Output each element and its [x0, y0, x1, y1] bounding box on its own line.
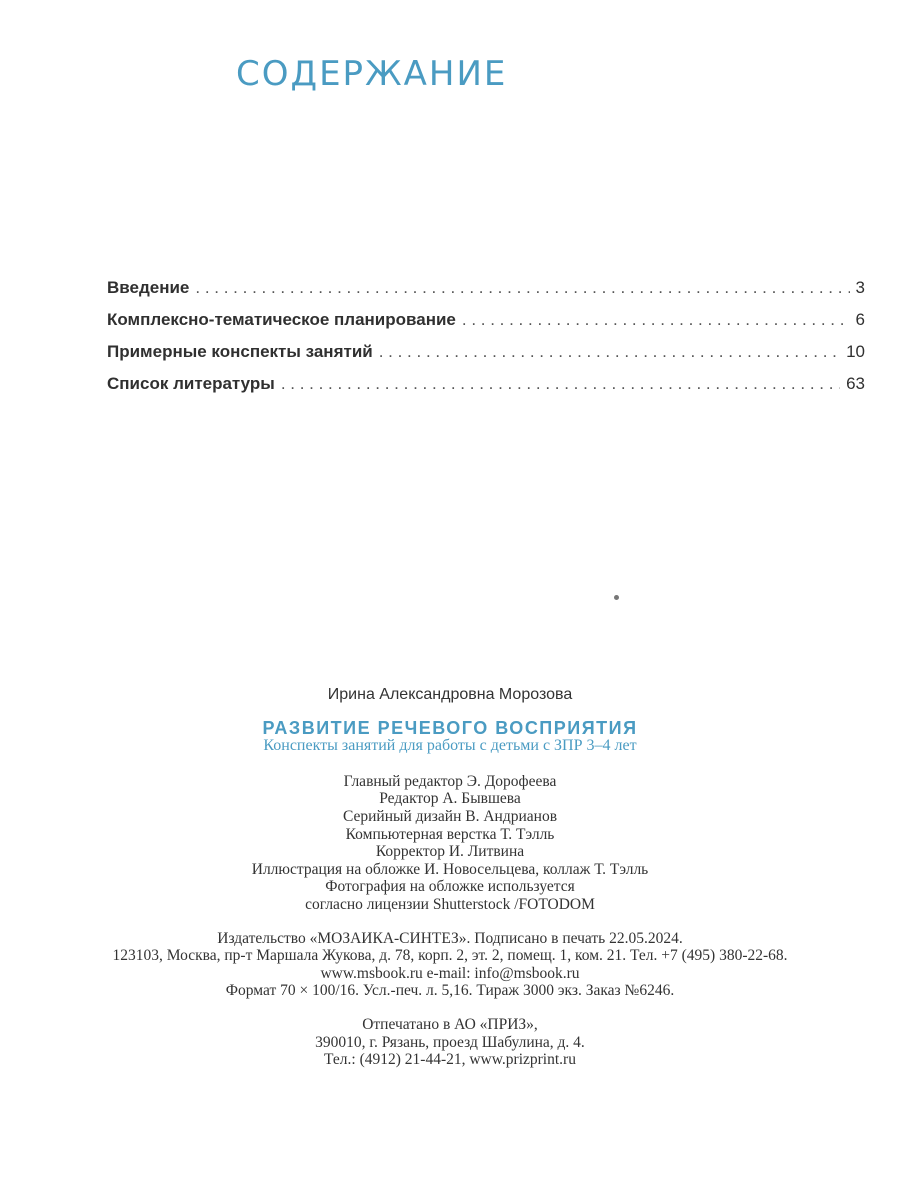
- toc-entry-introduction[interactable]: [107, 278, 865, 310]
- toc-entry-page: 6: [855, 310, 865, 329]
- toc-entry-bibliography[interactable]: [107, 374, 865, 406]
- publisher-line: www.msbook.ru e-mail: info@msbook.ru: [320, 964, 580, 982]
- toc-leader-dots: [462, 310, 850, 330]
- printer-block: [100, 1016, 800, 1069]
- printer-line: Тел.: (4912) 21-44-21, www.prizprint.ru: [324, 1051, 576, 1069]
- toc-entry-lesson-notes[interactable]: [107, 342, 865, 374]
- toc-entry-planning[interactable]: [107, 310, 865, 342]
- credit-line: Иллюстрация на обложке И. Новосельцева, коллаж Т. Тэлль: [251, 860, 649, 878]
- book-title: РАЗВИТИЕ РЕЧЕВОГО ВОСПРИЯТИЯ: [262, 717, 638, 738]
- toc-entry-title: Список литературы: [107, 374, 275, 393]
- publisher-block: [100, 930, 800, 1000]
- credit-line: Корректор И. Литвина: [375, 843, 525, 861]
- toc-entry-title: Комплексно-тематическое планирование: [107, 310, 456, 329]
- toc-entry-title: Введение: [107, 278, 190, 297]
- toc-entry-title: Примерные конспекты занятий: [107, 342, 373, 361]
- printer-line: Отпечатано в АО «ПРИЗ»,: [362, 1015, 538, 1033]
- table-of-contents: [107, 278, 865, 406]
- toc-entry-page: 3: [855, 278, 865, 297]
- publisher-line: 123103, Москва, пр-т Маршала Жукова, д. 78, корп. 2, эт. 2, помещ. 1, ком. 21. Тел. +7 (495) 380-22-68.: [112, 947, 788, 965]
- publisher-line: Формат 70 × 100/16. Усл.-печ. л. 5,16. Тираж 3000 экз. Заказ №6246.: [225, 982, 675, 1000]
- credit-line: Главный редактор Э. Дорофеева: [343, 772, 557, 790]
- imprint-block: [100, 686, 800, 1085]
- credit-line: Серийный дизайн В. Андрианов: [342, 807, 558, 825]
- credit-line: Редактор А. Бывшева: [379, 790, 521, 808]
- contents-heading: СОДЕРЖАНИЕ: [236, 54, 508, 94]
- credit-line: согласно лицензии Shutterstock /FOTODOM: [305, 895, 595, 913]
- author-name: Ирина Александровна Морозова: [327, 686, 573, 703]
- toc-leader-dots: [195, 278, 849, 298]
- print-speck: [614, 595, 619, 600]
- credit-line: Компьютерная верстка Т. Тэлль: [345, 825, 555, 843]
- credits-block: [100, 773, 800, 914]
- toc-entry-page: 10: [846, 342, 865, 361]
- book-subtitle: Конспекты занятий для работы с детьми с ЗПР 3–4 лет: [263, 737, 637, 755]
- toc-leader-dots: [281, 374, 840, 394]
- printer-line: 390010, г. Рязань, проезд Шабулина, д. 4.: [315, 1033, 585, 1051]
- credit-line: Фотография на обложке используется: [325, 878, 575, 896]
- toc-leader-dots: [379, 342, 840, 362]
- toc-entry-page: 63: [846, 374, 865, 393]
- publisher-line: Издательство «МОЗАИКА-СИНТЕЗ». Подписано в печать 22.05.2024.: [217, 929, 683, 947]
